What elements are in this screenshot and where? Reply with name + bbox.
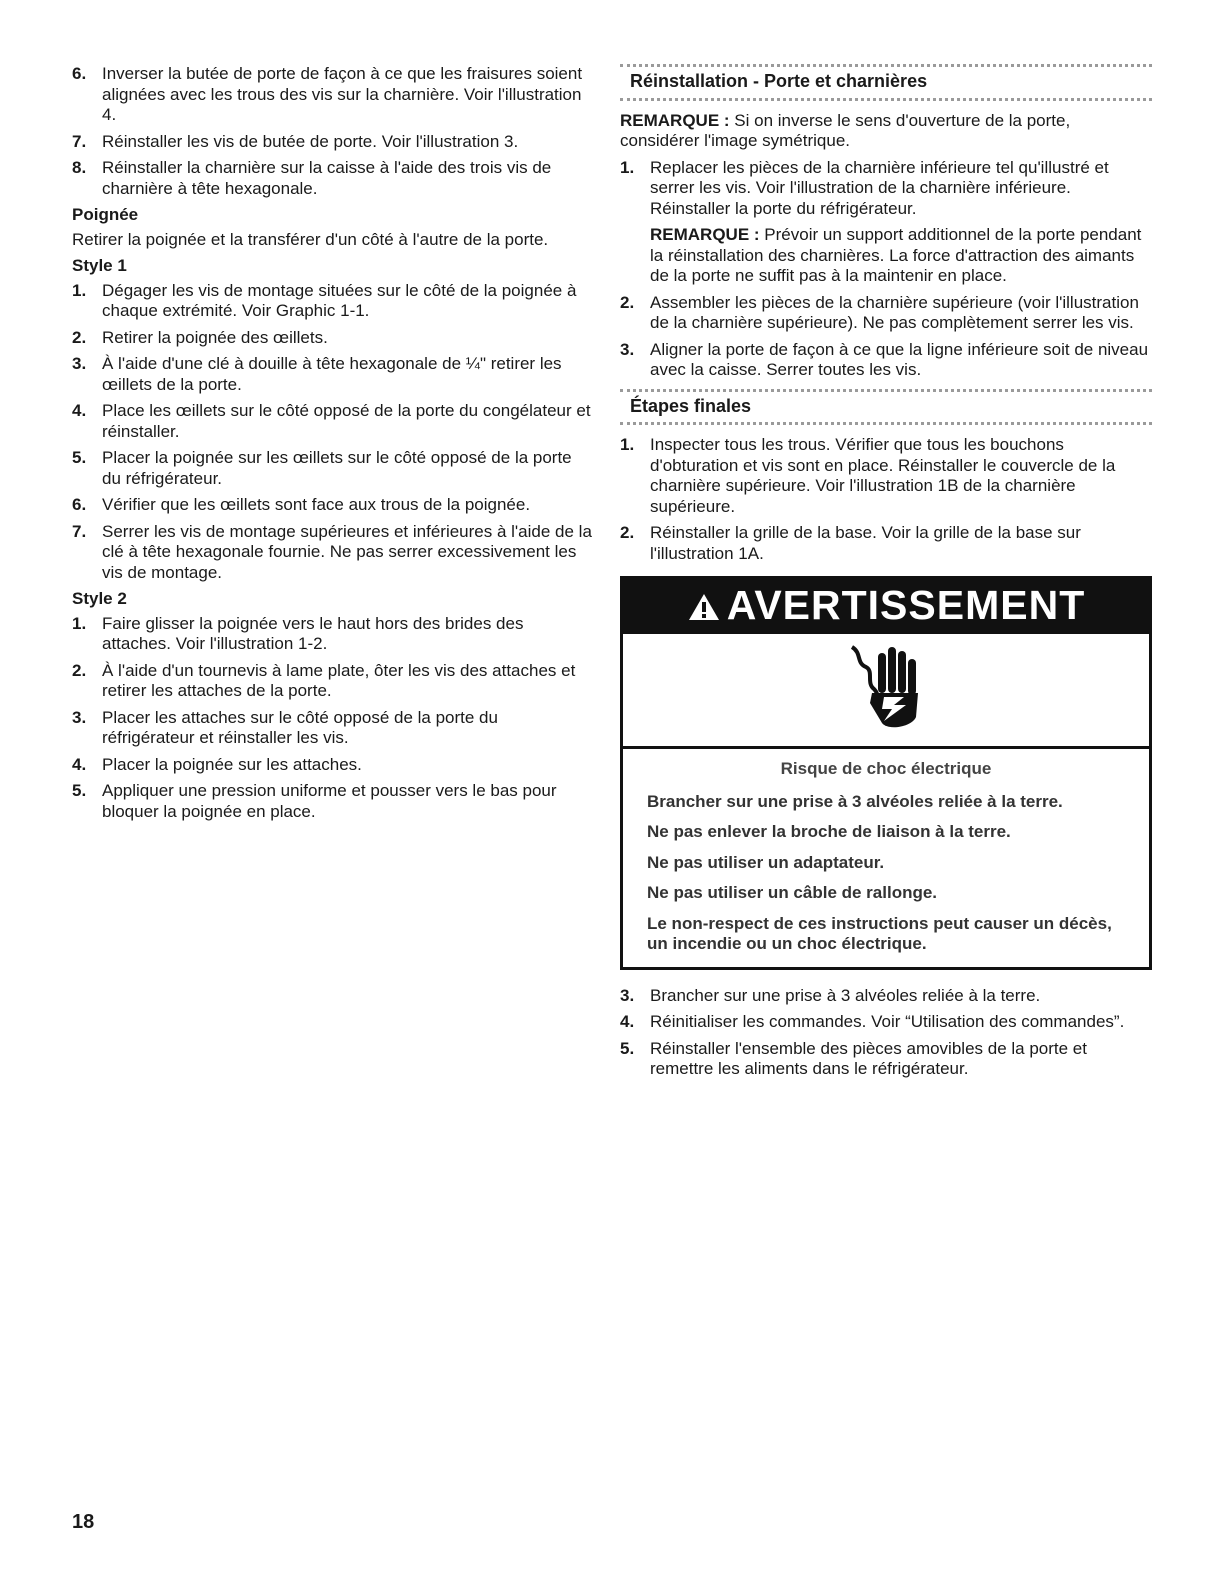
list-item: 1. Dégager les vis de montage situées sur le côté de la poignée à chaque extrémité. Voir Graphic 1-1. — [72, 280, 577, 320]
list-item: 8. Réinstaller la charnière sur la caisse à l'aide des trois vis de charnière à tête hexagonale. — [72, 158, 552, 198]
note-label: REMARQUE : — [650, 225, 760, 244]
list-item: 4. Placer la poignée sur les attaches. — [72, 754, 362, 774]
list-item: 7. Serrer les vis de montage supérieures et inférieures à l'aide de la clé à tête hexagonale fournie. Ne pas serrer excessivement les vis de montage. — [72, 521, 592, 582]
list-item: 5. Appliquer une pression uniforme et pousser vers le bas pour bloquer la poignée en place. — [72, 781, 557, 821]
list-item: 1. Replacer les pièces de la charnière inférieure tel qu'illustré et serrer les vis. Voir l'illustration de la charnière inférieure. Réinstaller la porte du réfrigérateur. REMARQUE : Prévoir un support additionnel de la porte pendant la réinstallation des charnières. La force d'attraction des aimants de la porte ne suffit pas à la maintenir en place. — [620, 158, 1152, 287]
style1-heading: Style 1 — [72, 256, 127, 275]
style1-steps-list — [72, 281, 592, 584]
poignee-text: Retirer la poignée et la transférer d'un côté à l'autre de la porte. — [72, 229, 549, 249]
list-item: 4. Place les œillets sur le côté opposé de la porte du congélateur et réinstaller. — [72, 401, 591, 441]
inner-note — [650, 225, 1152, 287]
final-heading: Étapes finales — [630, 395, 752, 416]
final-steps-list — [620, 435, 1152, 564]
list-item: 6. Vérifier que les œillets sont face aux trous de la poignée. — [72, 495, 531, 514]
list-item: 3. Brancher sur une prise à 3 alvéoles reliée à la terre. — [620, 985, 1041, 1005]
right-column — [620, 64, 1152, 1086]
list-item: 2. Retirer la poignée des œillets. — [72, 327, 328, 347]
warning-subtitle: Risque de choc électrique — [780, 759, 992, 779]
style2-steps-list — [72, 614, 592, 823]
list-item: 7. Réinstaller les vis de butée de porte. Voir l'illustration 3. — [72, 131, 519, 151]
warning-title: AVERTISSEMENT — [726, 582, 1086, 628]
list-item: 2. Réinstaller la grille de la base. Voir la grille de la base sur l'illustration 1A. — [620, 523, 1081, 563]
reinstall-heading: Réinstallation - Porte et charnières — [630, 71, 928, 91]
note-text: Prévoir un support additionnel de la porte pendant la réinstallation des charnières. La force d'attraction des aimants de la porte ne suffit pas à la maintenir en place. — [650, 225, 1142, 285]
poignee-heading: Poignée — [72, 205, 139, 224]
note-text: Si on inverse le sens d'ouverture de la porte, considérer l'image symétrique. — [620, 110, 1071, 150]
note-label: REMARQUE : — [620, 110, 730, 130]
list-item: 5. Réinstaller l'ensemble des pièces amovibles de la porte et remettre les aliments dans le réfrigérateur. — [620, 1038, 1087, 1079]
warning-header — [623, 579, 1149, 634]
warning-line: Ne pas utiliser un adaptateur. — [647, 852, 885, 872]
warning-line: Le non-respect de ces instructions peut causer un décès, un incendie ou un choc électrique. — [647, 913, 1112, 954]
note-paragraph — [620, 111, 1152, 152]
warning-line: Brancher sur une prise à 3 alvéoles reliée à la terre. — [647, 791, 1063, 811]
list-item: 2. À l'aide d'un tournevis à lame plate, ôter les vis des attaches et retirer les attaches de la porte. — [72, 660, 576, 700]
intro-steps-list — [72, 64, 592, 199]
warning-body — [623, 749, 1149, 967]
list-item: 4. Réinitialiser les commandes. Voir “Utilisation des commandes”. — [620, 1012, 1125, 1032]
list-item: 1. Inspecter tous les trous. Vérifier que tous les bouchons d'obturation et vis sont en place. Réinstaller le couvercle de la charnière supérieure. Voir l'illustration 1B de la charnière supérieure. — [620, 435, 1116, 516]
list-item: 3. Aligner la porte de façon à ce que la ligne inférieure soit de niveau avec la caisse. Serrer toutes les vis. — [620, 339, 1149, 379]
after-warning-steps-list — [620, 986, 1152, 1080]
list-item: 6. Inverser la butée de porte de façon à ce que les fraisures soient alignées avec les trous des vis sur la charnière. Voir l'illustration 4. — [72, 64, 583, 124]
warning-triangle-icon — [687, 582, 721, 634]
final-section-header — [620, 389, 1152, 426]
electric-shock-hand-icon — [848, 639, 924, 741]
warning-line: Ne pas utiliser un câble de rallonge. — [647, 883, 938, 903]
left-column — [72, 64, 592, 828]
list-item: 3. À l'aide d'une clé à douille à tête hexagonale de ¼" retirer les œillets de la porte. — [72, 354, 562, 394]
warning-line: Ne pas enlever la broche de liaison à la terre. — [647, 822, 1011, 842]
style2-heading: Style 2 — [72, 589, 127, 608]
list-item: 5. Placer la poignée sur les œillets sur le côté opposé de la porte du réfrigérateur. — [72, 448, 572, 488]
page-number: 18 — [72, 1511, 95, 1533]
warning-icon-row — [623, 634, 1149, 749]
list-item: 2. Assembler les pièces de la charnière supérieure (voir l'illustration de la charnière supérieure). Ne pas complètement serrer les vis. — [620, 292, 1139, 332]
warning-box — [620, 576, 1152, 970]
reinstall-steps-list — [620, 158, 1152, 381]
reinstall-section-header — [620, 64, 1152, 101]
list-item: 3. Placer les attaches sur le côté opposé de la porte du réfrigérateur et réinstaller les vis. — [72, 707, 498, 747]
list-item: 1. Faire glisser la poignée vers le haut hors des brides des attaches. Voir l'illustration 1-2. — [72, 613, 524, 653]
